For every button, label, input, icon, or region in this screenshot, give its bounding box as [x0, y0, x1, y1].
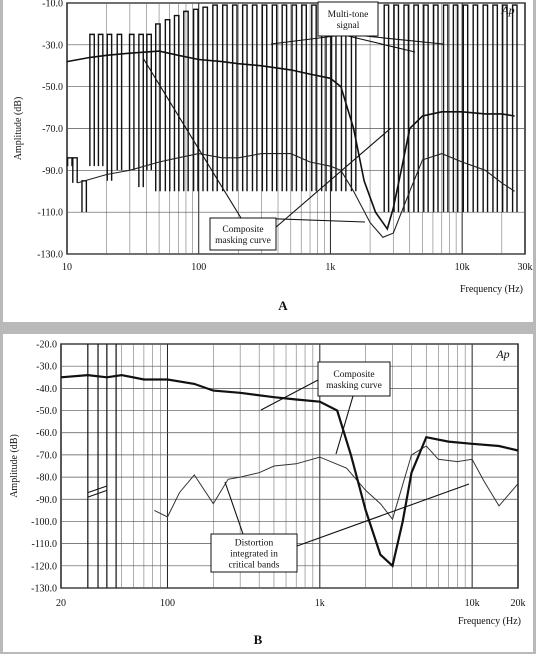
- y-tick-label: -30.0: [36, 361, 57, 373]
- multitone-bar: [139, 34, 143, 187]
- multitone-label-text: signal: [336, 21, 360, 31]
- y-axis-label: Amplitude (dB): [13, 96, 24, 161]
- multitone-bar: [394, 5, 398, 212]
- x-tick-label: 10k: [454, 262, 470, 273]
- multitone-bar: [82, 181, 86, 212]
- x-tick-label: 1k: [314, 598, 325, 609]
- multitone-bar: [473, 5, 477, 212]
- x-tick-label: 20: [56, 598, 66, 609]
- x-tick-label: 20k: [510, 598, 526, 609]
- y-tick-label: -20.0: [36, 339, 57, 351]
- x-tick-label: 10: [62, 262, 72, 273]
- multitone-bar: [443, 5, 447, 212]
- y-tick-label: -30.0: [42, 40, 63, 52]
- distortion-label-text: Distortion: [234, 538, 274, 549]
- multitone-bar: [98, 34, 102, 166]
- multitone-bar: [174, 16, 178, 192]
- multitone-bar: [194, 9, 198, 191]
- y-tick-label: -80.0: [36, 472, 57, 484]
- panel-letter: B: [253, 632, 263, 647]
- multitone-bar: [463, 5, 467, 212]
- masking-label-text: Composite: [333, 370, 375, 380]
- multitone-bar: [107, 34, 111, 180]
- multitone-bar: [68, 158, 72, 166]
- masking-label-text: masking curve: [326, 381, 382, 391]
- x-tick-label: 100: [191, 262, 207, 273]
- multitone-bar: [262, 5, 266, 191]
- multitone-bar: [424, 5, 428, 212]
- masking-label-text: Composite: [222, 225, 264, 235]
- x-tick-label: 1k: [325, 262, 336, 273]
- multitone-bar: [483, 5, 487, 212]
- distortion-line: [154, 446, 518, 519]
- y-tick-label: -100.0: [31, 516, 57, 528]
- callout-pointer: [348, 36, 415, 52]
- callout-pointer: [261, 380, 318, 410]
- multitone-bar: [384, 5, 388, 212]
- chart-a: [3, 0, 533, 322]
- multitone-bar: [404, 5, 408, 212]
- y-tick-label: -90.0: [42, 165, 63, 177]
- multitone-bar: [223, 5, 227, 191]
- y-axis-label: Amplitude (dB): [9, 434, 20, 498]
- multitone-bar: [156, 24, 160, 191]
- multitone-bar: [90, 34, 94, 166]
- multitone-bar: [130, 34, 134, 170]
- y-tick-label: -120.0: [31, 561, 57, 573]
- multitone-bar: [503, 5, 507, 212]
- ap-logo: Ap: [496, 347, 510, 361]
- multitone-bar: [252, 5, 256, 191]
- multitone-label-text: Multi-tone: [327, 10, 369, 20]
- chart-b: [3, 334, 533, 652]
- y-tick-label: -50.0: [42, 82, 63, 94]
- multitone-bar: [233, 5, 237, 191]
- y-tick-label: -40.0: [36, 383, 57, 395]
- multitone-bar: [282, 5, 286, 191]
- panel-a: [3, 0, 533, 322]
- x-tick-label: 30k: [517, 262, 533, 273]
- multitone-bar: [434, 5, 438, 212]
- multitone-bar: [203, 7, 207, 191]
- multitone-bar: [513, 5, 517, 212]
- multitone-bar: [213, 5, 217, 191]
- y-tick-label: -70.0: [42, 124, 63, 135]
- ap-logo: Ap: [501, 3, 515, 17]
- distortion-label-text: integrated in: [230, 549, 278, 560]
- y-tick-label: -130.0: [31, 583, 57, 595]
- callout-pointer: [336, 396, 353, 454]
- multitone-bar: [165, 20, 169, 192]
- multitone-bar: [302, 5, 306, 191]
- y-tick-label: -10.0: [42, 0, 63, 10]
- multitone-bar: [292, 5, 296, 191]
- multitone-bar: [147, 34, 151, 170]
- y-tick-label: -90.0: [36, 494, 57, 506]
- y-tick-label: -110.0: [31, 539, 57, 551]
- y-tick-label: -50.0: [36, 406, 57, 418]
- panel-b: [3, 334, 533, 652]
- distortion-label-text: critical bands: [228, 560, 280, 571]
- y-tick-label: -70.0: [36, 450, 57, 462]
- x-tick-label: 10k: [464, 598, 480, 609]
- x-axis-label: Frequency (Hz): [457, 616, 521, 627]
- multitone-bar: [243, 5, 247, 191]
- y-tick-label: -60.0: [36, 428, 57, 440]
- masking-label-text: masking curve: [215, 236, 271, 246]
- multitone-bar: [453, 5, 457, 212]
- multitone-bar: [493, 5, 497, 212]
- x-tick-label: 100: [159, 598, 175, 609]
- callout-pointer: [143, 58, 241, 218]
- x-axis-label: Frequency (Hz): [459, 284, 523, 295]
- y-tick-label: -130.0: [37, 249, 63, 261]
- multitone-bar: [414, 5, 418, 212]
- callout-pointer: [297, 484, 469, 546]
- multitone-bar: [272, 5, 276, 191]
- y-tick-label: -110.0: [37, 207, 63, 219]
- panel-letter: A: [278, 298, 288, 313]
